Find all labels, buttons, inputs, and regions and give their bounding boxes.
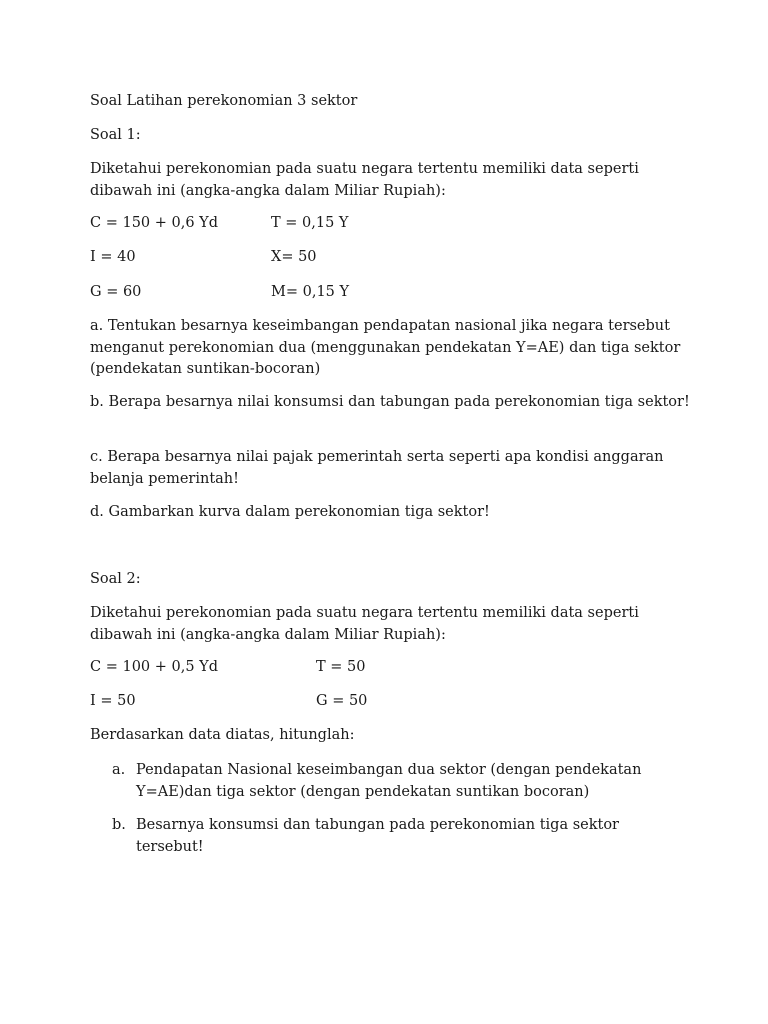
eq-left: C = 100 + 0,5 Yd — [90, 659, 219, 675]
soal2-prompt: Berdasarkan data diatas, hitunglah: — [90, 727, 355, 743]
soal1-intro: Diketahui perekonomian pada suatu negara tertentu memiliki data seperti dibawah ini (angka-angka dalam Miliar Rupiah): — [90, 161, 639, 199]
eq-right: T = 0,15 Y — [271, 215, 349, 231]
soal1-eq-row — [90, 284, 141, 300]
list-marker: b. — [112, 817, 126, 833]
eq-right: X= 50 — [271, 249, 317, 265]
eq-left: I = 40 — [90, 249, 136, 265]
eq-right: M= 0,15 Y — [271, 284, 350, 300]
list-text: Pendapatan Nasional keseimbangan dua sektor (dengan pendekatan Y=AE)dan tiga sektor (dengan pendekatan suntikan bocoran) — [136, 762, 642, 800]
eq-left: G = 60 — [90, 284, 142, 300]
eq-right: T = 50 — [316, 659, 366, 675]
soal2-intro: Diketahui perekonomian pada suatu negara tertentu memiliki data seperti dibawah ini (angka-angka dalam Miliar Rupiah): — [90, 605, 639, 643]
soal1-question-d: d. Gambarkan kurva dalam perekonomian tiga sektor! — [90, 504, 490, 520]
soal2-eq-row — [90, 693, 136, 709]
document-title: Soal Latihan perekonomian 3 sektor — [90, 93, 358, 109]
eq-right: G = 50 — [316, 693, 368, 709]
list-text: Besarnya konsumsi dan tabungan pada perekonomian tiga sektor tersebut! — [136, 817, 619, 855]
list-marker: a. — [112, 762, 126, 778]
soal1-question-a: a. Tentukan besarnya keseimbangan pendapatan nasional jika negara tersebut menganut perekonomian dua (menggunakan pendekatan Y=AE) dan tiga sektor (pendekatan suntikan-bocoran) — [90, 318, 681, 377]
soal1-question-c: c. Berapa besarnya nilai pajak pemerintah serta seperti apa kondisi anggaran belanja pemerintah! — [90, 449, 664, 487]
soal1-eq-row — [90, 215, 218, 231]
eq-left: C = 150 + 0,6 Yd — [90, 215, 219, 231]
soal2-eq-row — [90, 659, 218, 675]
soal2-heading: Soal 2: — [90, 571, 141, 587]
soal1-heading: Soal 1: — [90, 127, 141, 143]
soal1-question-b: b. Berapa besarnya nilai konsumsi dan tabungan pada perekonomian tiga sektor! — [90, 394, 690, 410]
soal1-eq-row — [90, 249, 136, 265]
eq-left: I = 50 — [90, 693, 136, 709]
